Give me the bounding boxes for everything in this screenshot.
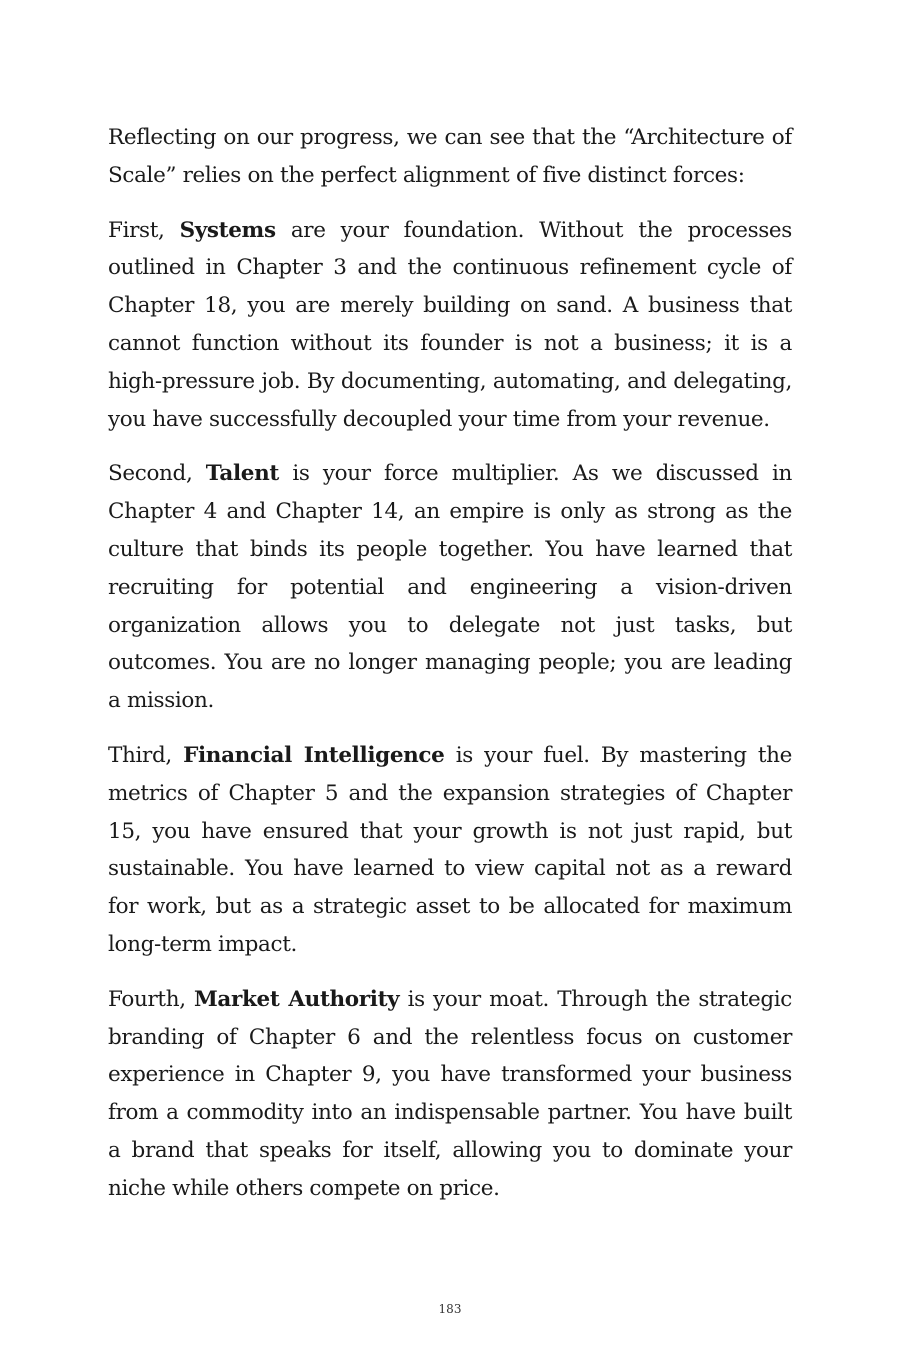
paragraph-text: is your fuel. By mastering the metrics of Chapter 5 and the expansion strategies of Chapter 15, you have ensured that your growth is not just rapid, but sustainable. You have learned to view capital not as a reward for work, but as a strategic asset to be allocated for maximum long-term impact. <box>108 742 793 957</box>
body-text <box>108 119 792 1225</box>
paragraph-lead: First, <box>108 217 180 243</box>
term-systems: Systems <box>179 217 276 243</box>
paragraph-talent <box>108 455 792 720</box>
intro-paragraph: Reflecting on our progress, we can see that the “Architecture of Scale” relies on the perfect alignment of five distinct forces: <box>108 125 792 188</box>
paragraph-text: is your force multiplier. As we discussed in Chapter 4 and Chapter 14, an empire is only as strong as the culture that binds its people together. You have learned that recruiting for potential and engineering a vision-driven organization allows you to delegate not just tasks, but outcomes. You are no longer managing people; you are leading a mission. <box>108 461 792 714</box>
paragraph-systems <box>108 212 792 439</box>
paragraph-lead: Third, <box>108 742 184 768</box>
paragraph-financial-intelligence <box>108 737 792 964</box>
term-financial-intelligence: Financial Intelligence <box>183 742 445 768</box>
page-number: 183 <box>438 1302 462 1316</box>
paragraph-market-authority <box>108 981 792 1208</box>
paragraph-text: is your moat. Through the strategic branding of Chapter 6 and the relentless focus on customer experience in Chapter 9, you have transformed your business from a commodity into an indispensable partner. You have built a brand that speaks for itself, allowing you to dominate your niche while others compete on price. <box>108 986 792 1201</box>
paragraph-lead: Fourth, <box>108 986 194 1012</box>
term-market-authority: Market Authority <box>193 986 400 1012</box>
term-talent: Talent <box>205 461 279 487</box>
paragraph-text: are your foundation. Without the processes outlined in Chapter 3 and the continuous refinement cycle of Chapter 18, you are merely building on sand. A business that cannot function without its founder is not a business; it is a high-pressure job. By documenting, automating, and delegating, you have successfully decoupled your time from your revenue. <box>108 217 792 432</box>
paragraph-lead: Second, <box>108 461 206 487</box>
